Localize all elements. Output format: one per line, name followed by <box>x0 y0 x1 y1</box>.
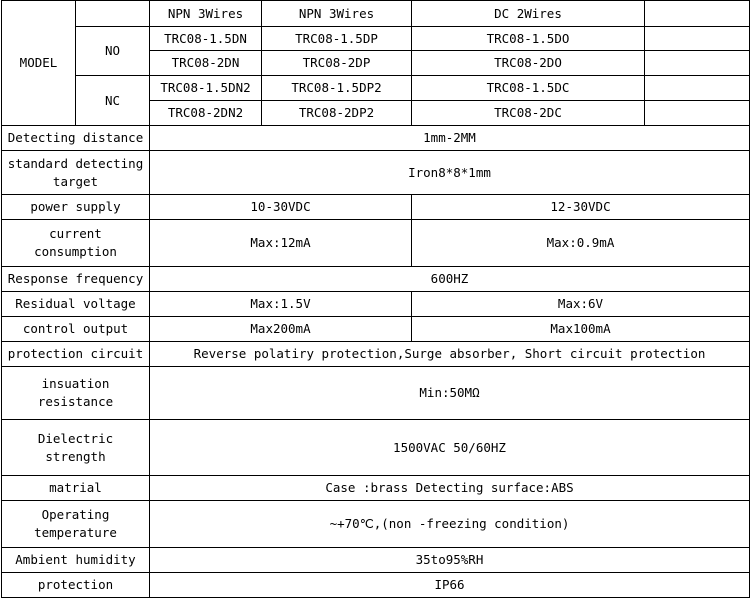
label-line: consumption <box>34 244 117 259</box>
spec-value-ambient-humidity: 35to95%RH <box>150 548 750 573</box>
label-line: Dielectric <box>37 430 114 446</box>
model-cell: TRC08-2DC <box>412 101 645 126</box>
model-cell: TRC08-2DP2 <box>262 101 412 126</box>
spec-label-standard-target <box>2 151 150 195</box>
spec-value-control-npn: Max200mA <box>150 317 412 342</box>
spec-value-response-frequency: 600HZ <box>150 267 750 292</box>
spec-label-protection-circuit: protection circuit <box>2 342 150 367</box>
spec-label-insulation-resistance <box>2 367 150 420</box>
model-cell: TRC08-2DN <box>150 51 262 76</box>
spec-value-current-npn: Max:12mA <box>150 220 412 267</box>
spec-value-insulation-resistance: Min:50MΩ <box>150 367 750 420</box>
header-dc-2wires: DC 2Wires <box>412 1 645 27</box>
label-line: resistance <box>37 394 114 409</box>
spec-label-detecting-distance: Detecting distance <box>2 126 150 151</box>
spec-label-material: matrial <box>2 476 150 501</box>
spec-value-material: Case :brass Detecting surface:ABS <box>150 476 750 501</box>
label-line: target <box>52 173 99 189</box>
label-line: temperature <box>34 525 117 540</box>
header-empty-right <box>645 1 750 27</box>
spec-value-detecting-distance: 1mm-2MM <box>150 126 750 151</box>
model-label: MODEL <box>2 1 76 126</box>
spec-label-current-consumption <box>2 220 150 267</box>
empty-cell <box>645 101 750 126</box>
spec-label-residual-voltage: Residual voltage <box>2 292 150 317</box>
model-cell: TRC08-1.5DO <box>412 27 645 51</box>
label-line: current <box>49 226 102 241</box>
header-npn-3wires-b: NPN 3Wires <box>262 1 412 27</box>
spec-value-dielectric-strength: 1500VAC 50/60HZ <box>150 420 750 476</box>
header-empty-cell <box>76 1 150 27</box>
model-cell: TRC08-1.5DN2 <box>150 76 262 101</box>
model-cell: TRC08-2DP <box>262 51 412 76</box>
spec-value-residual-npn: Max:1.5V <box>150 292 412 317</box>
spec-value-protection-circuit: Reverse polatiry protection,Surge absorber, Short circuit protection <box>150 342 750 367</box>
spec-value-power-supply-dc: 12-30VDC <box>412 195 750 220</box>
spec-value-current-dc: Max:0.9mA <box>412 220 750 267</box>
model-cell: TRC08-1.5DP <box>262 27 412 51</box>
label-line: insuation <box>41 376 110 391</box>
no-label: NO <box>76 27 150 76</box>
spec-label-protection: protection <box>2 573 150 598</box>
label-line: Operating <box>41 507 110 522</box>
spec-value-protection: IP66 <box>150 573 750 598</box>
empty-cell <box>645 51 750 76</box>
spec-label-control-output: control output <box>2 317 150 342</box>
spec-table <box>1 0 750 598</box>
spec-value-operating-temperature: ~+70℃,(non -freezing condition) <box>150 501 750 548</box>
spec-label-operating-temperature <box>2 501 150 548</box>
spec-label-response-frequency: Response frequency <box>2 267 150 292</box>
model-cell: TRC08-1.5DN <box>150 27 262 51</box>
nc-label: NC <box>76 76 150 126</box>
model-cell: TRC08-1.5DP2 <box>262 76 412 101</box>
model-cell: TRC08-1.5DC <box>412 76 645 101</box>
model-cell: TRC08-2DO <box>412 51 645 76</box>
label-line: strength <box>45 448 106 464</box>
spec-label-ambient-humidity: Ambient humidity <box>2 548 150 573</box>
spec-label-dielectric-strength <box>2 420 150 476</box>
spec-value-control-dc: Max100mA <box>412 317 750 342</box>
empty-cell <box>645 76 750 101</box>
header-npn-3wires-a: NPN 3Wires <box>150 1 262 27</box>
spec-value-residual-dc: Max:6V <box>412 292 750 317</box>
spec-value-power-supply-npn: 10-30VDC <box>150 195 412 220</box>
model-cell: TRC08-2DN2 <box>150 101 262 126</box>
spec-value-standard-target: Iron8*8*1mm <box>150 151 750 195</box>
empty-cell <box>645 27 750 51</box>
label-line: standard detecting <box>7 155 144 171</box>
spec-label-power-supply: power supply <box>2 195 150 220</box>
